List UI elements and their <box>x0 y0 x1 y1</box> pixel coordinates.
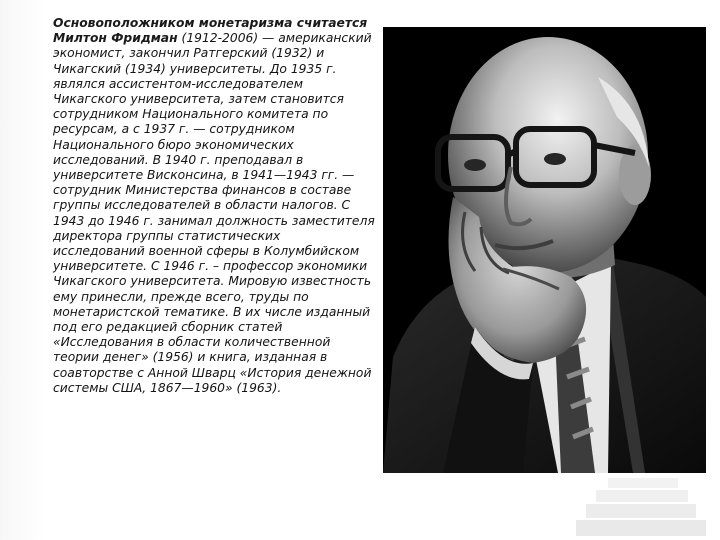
left-decorative-bar <box>0 0 46 540</box>
portrait-photo <box>383 27 706 473</box>
lead-years: (1912-2006) <box>177 31 259 46</box>
biography-text <box>53 16 375 396</box>
biography-body: — американский экономист, закончил Ратгерский (1932) и Чикагский (1934) университеты. До 1935 г. являлся ассистентом-исследователем Чикагского университета, затем становится сотрудником Национального комитета по ресурсам, а с 1937 г. — сотрудником Национального бюро экономических исследований. В 1940 г. преподавал в университете Висконсина, в 1941—1943 гг. — сотрудник Министерства финансов в составе группы исследователей в области налогов. С 1943 до 1946 г. занимал должность заместителя директора группы статистических исследований военной сферы в Колумбийском университете. С 1946 г. – профессор экономики Чикагского университета. Мировую известность ему принесли, прежде всего, труды по монетаристской тематике. В их числе изданный под его редакцией сборник статей «Исследования в области количественной теории денег» (1956) и книга, изданная в соавторстве с Анной Шварц «История денежной системы США, 1867—1960» (1963). <box>53 31 375 395</box>
portrait-illustration <box>383 27 706 473</box>
lead-phrase: Основоположником монетаризма считается Милтон Фридман <box>53 16 368 46</box>
decorative-books-watermark <box>556 476 720 540</box>
biography-paragraph <box>53 16 375 396</box>
